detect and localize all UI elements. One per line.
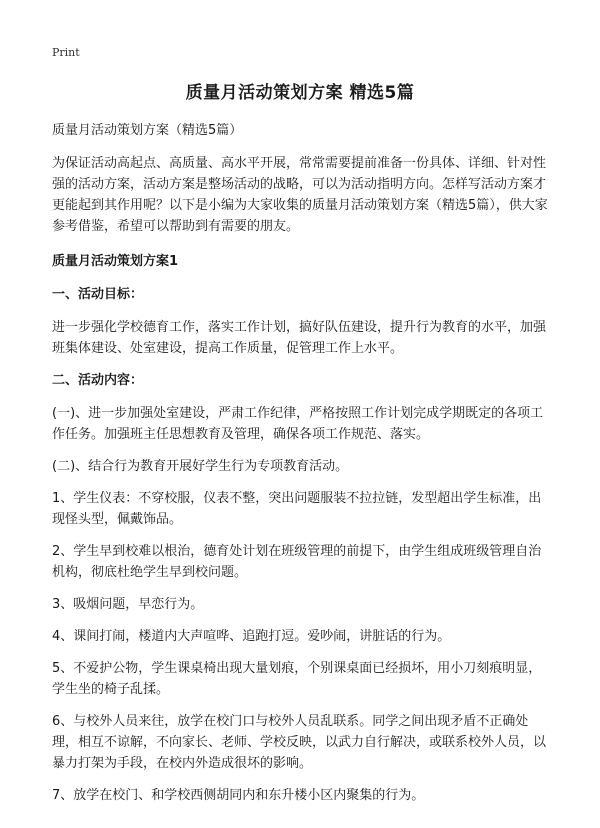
list-item: 1、学生仪表：不穿校服，仪表不整，突出问题服装不拉拉链，发型超出学生标准，出现怪头型，佩戴饰品。 [52, 491, 542, 527]
content-heading: 二、活动内容： [52, 373, 144, 388]
list-item: 6、与校外人员来往，放学在校门口与校外人员乱联系。同学之间出现矛盾不正确处理，相互不谅解，不向家长、老师、学校反映，以武力自行解决，或联系校外人员，以暴力打架为手段，在校内外造成很坏的影响。 [52, 714, 547, 771]
list-item: 2、学生早到校难以根治，德育处计划在班级管理的前提下，由学生组成班级管理自治机构，彻底杜绝学生早到校问题。 [52, 544, 542, 580]
subtitle: 质量月活动策划方案（精选5篇） [52, 123, 243, 138]
goal-paragraph: 进一步强化学校德育工作，落实工作计划，搞好队伍建设，提升行为教育的水平，加强班集体建设、处室建设，提高工作质量，促管理工作上水平。 [52, 320, 547, 356]
goal-heading: 一、活动目标： [52, 287, 144, 302]
section-heading: 质量月活动策划方案1 [52, 254, 179, 269]
list-item: 4、课间打闹，楼道内大声喧哗、追跑打逗。爱吵闹，讲脏话的行为。 [52, 629, 451, 644]
document-body [52, 120, 552, 817]
print-link[interactable]: Print [52, 46, 80, 59]
list-item: (二)、结合行为教育开展好学生行为专项教育活动。 [52, 459, 349, 474]
list-item: 7、放学在校门、和学校西侧胡同内和东升楼小区内聚集的行为。 [52, 788, 425, 803]
list-item: 5、不爱护公物，学生课桌椅出现大量划痕，个别课桌面已经损坏，用小刀刻痕明显，学生坐的椅子乱揉。 [52, 661, 542, 697]
list-item: (一)、进一步加强处室建设，严肃工作纪律，严格按照工作计划完成学期既定的各项工作任务。加强班主任思想教育及管理，确保各项工作规范、落实。 [52, 406, 544, 442]
page-title: 质量月活动策划方案 精选5篇 [185, 83, 415, 103]
intro-paragraph: 为保证活动高起点、高质量、高水平开展，常常需要提前准备一份具体、详细、针对性强的活动方案，活动方案是整场活动的战略，可以为活动指明方向。怎样写活动方案才更能起到其作用呢？以下是小编为大家收集的质量月活动策划方案（精选5篇），供大家参考借鉴，希望可以帮助到有需要的朋友。 [52, 156, 548, 234]
list-item: 3、吸烟问题，早恋行为。 [52, 597, 204, 612]
